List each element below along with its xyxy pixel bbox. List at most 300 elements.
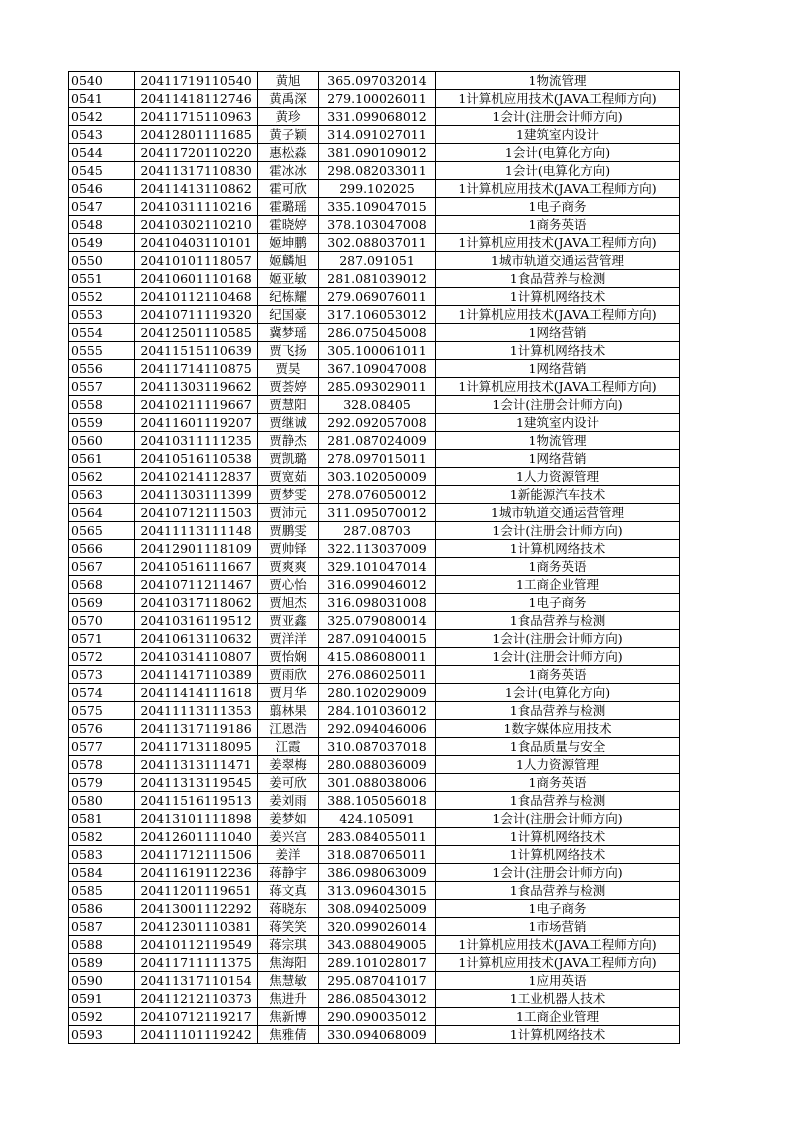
cell-candidate-id: 20413001112292 — [135, 900, 258, 918]
table-row — [69, 828, 680, 846]
table-row — [69, 954, 680, 972]
cell-student-name: 焦进升 — [258, 990, 319, 1008]
table-row — [69, 738, 680, 756]
cell-score: 313.096043015 — [319, 882, 436, 900]
table-row — [69, 162, 680, 180]
table-row — [69, 1008, 680, 1026]
cell-score: 329.101047014 — [319, 558, 436, 576]
cell-sequence-number: 0586 — [69, 900, 135, 918]
cell-sequence-number: 0565 — [69, 522, 135, 540]
table-row — [69, 450, 680, 468]
cell-sequence-number: 0575 — [69, 702, 135, 720]
cell-candidate-id: 20410712119217 — [135, 1008, 258, 1026]
cell-major: 1建筑室内设计 — [436, 414, 680, 432]
cell-sequence-number: 0552 — [69, 288, 135, 306]
cell-sequence-number: 0566 — [69, 540, 135, 558]
cell-candidate-id: 20413101111898 — [135, 810, 258, 828]
admission-table-body — [69, 72, 680, 1044]
cell-major: 1食品营养与检测 — [436, 792, 680, 810]
cell-student-name: 惠松淼 — [258, 144, 319, 162]
cell-major: 1建筑室内设计 — [436, 126, 680, 144]
table-row — [69, 810, 680, 828]
cell-sequence-number: 0591 — [69, 990, 135, 1008]
cell-sequence-number: 0563 — [69, 486, 135, 504]
cell-sequence-number: 0582 — [69, 828, 135, 846]
cell-student-name: 贾凯璐 — [258, 450, 319, 468]
table-row — [69, 324, 680, 342]
cell-major: 1新能源汽车技术 — [436, 486, 680, 504]
cell-sequence-number: 0588 — [69, 936, 135, 954]
cell-score: 276.086025011 — [319, 666, 436, 684]
cell-sequence-number: 0540 — [69, 72, 135, 90]
cell-major: 1食品营养与检测 — [436, 702, 680, 720]
cell-score: 343.088049005 — [319, 936, 436, 954]
cell-candidate-id: 20411201119651 — [135, 882, 258, 900]
cell-sequence-number: 0579 — [69, 774, 135, 792]
cell-sequence-number: 0590 — [69, 972, 135, 990]
cell-sequence-number: 0574 — [69, 684, 135, 702]
cell-candidate-id: 20410712111503 — [135, 504, 258, 522]
cell-major: 1物流管理 — [436, 432, 680, 450]
cell-major: 1商务英语 — [436, 558, 680, 576]
cell-score: 330.094068009 — [319, 1026, 436, 1044]
table-row — [69, 990, 680, 1008]
cell-candidate-id: 20411413110862 — [135, 180, 258, 198]
table-row — [69, 1026, 680, 1044]
cell-student-name: 贾荟婷 — [258, 378, 319, 396]
cell-sequence-number: 0554 — [69, 324, 135, 342]
cell-major: 1商务英语 — [436, 774, 680, 792]
cell-sequence-number: 0589 — [69, 954, 135, 972]
cell-score: 388.105056018 — [319, 792, 436, 810]
cell-score: 298.082033011 — [319, 162, 436, 180]
cell-sequence-number: 0561 — [69, 450, 135, 468]
cell-sequence-number: 0560 — [69, 432, 135, 450]
table-row — [69, 504, 680, 522]
cell-candidate-id: 20411317119186 — [135, 720, 258, 738]
cell-major: 1计算机应用技术(JAVA工程师方向) — [436, 180, 680, 198]
cell-score: 303.102050009 — [319, 468, 436, 486]
cell-candidate-id: 20411712111506 — [135, 846, 258, 864]
cell-sequence-number: 0572 — [69, 648, 135, 666]
cell-score: 365.097032014 — [319, 72, 436, 90]
cell-candidate-id: 20411515110639 — [135, 342, 258, 360]
cell-major: 1会计(注册会计师方向) — [436, 630, 680, 648]
cell-sequence-number: 0564 — [69, 504, 135, 522]
table-row — [69, 576, 680, 594]
cell-sequence-number: 0578 — [69, 756, 135, 774]
table-row — [69, 630, 680, 648]
cell-student-name: 霍璐瑶 — [258, 198, 319, 216]
table-row — [69, 900, 680, 918]
cell-score: 280.088036009 — [319, 756, 436, 774]
cell-sequence-number: 0569 — [69, 594, 135, 612]
table-row — [69, 270, 680, 288]
cell-score: 279.069076011 — [319, 288, 436, 306]
cell-candidate-id: 20411711111375 — [135, 954, 258, 972]
cell-student-name: 蒋笑笑 — [258, 918, 319, 936]
cell-major: 1工商企业管理 — [436, 576, 680, 594]
cell-score: 287.091040015 — [319, 630, 436, 648]
cell-major: 1计算机应用技术(JAVA工程师方向) — [436, 306, 680, 324]
cell-sequence-number: 0559 — [69, 414, 135, 432]
cell-score: 286.075045008 — [319, 324, 436, 342]
cell-candidate-id: 20410214112837 — [135, 468, 258, 486]
cell-student-name: 贾爽爽 — [258, 558, 319, 576]
cell-sequence-number: 0556 — [69, 360, 135, 378]
cell-candidate-id: 20410316119512 — [135, 612, 258, 630]
cell-sequence-number: 0555 — [69, 342, 135, 360]
cell-score: 299.102025 — [319, 180, 436, 198]
cell-score: 335.109047015 — [319, 198, 436, 216]
table-row — [69, 918, 680, 936]
cell-student-name: 贾宽茹 — [258, 468, 319, 486]
cell-major: 1电子商务 — [436, 900, 680, 918]
cell-major: 1会计(注册会计师方向) — [436, 522, 680, 540]
cell-student-name: 贾怡娴 — [258, 648, 319, 666]
cell-candidate-id: 20411713118095 — [135, 738, 258, 756]
table-row — [69, 774, 680, 792]
cell-student-name: 霍可欣 — [258, 180, 319, 198]
cell-major: 1计算机应用技术(JAVA工程师方向) — [436, 954, 680, 972]
cell-student-name: 姜翠梅 — [258, 756, 319, 774]
cell-student-name: 纪栋耀 — [258, 288, 319, 306]
cell-major: 1电子商务 — [436, 198, 680, 216]
cell-candidate-id: 20412801111685 — [135, 126, 258, 144]
cell-major: 1会计(注册会计师方向) — [436, 108, 680, 126]
cell-major: 1计算机应用技术(JAVA工程师方向) — [436, 378, 680, 396]
cell-student-name: 贾雨欣 — [258, 666, 319, 684]
cell-major: 1电子商务 — [436, 594, 680, 612]
cell-score: 290.090035012 — [319, 1008, 436, 1026]
table-row — [69, 684, 680, 702]
cell-score: 424.105091 — [319, 810, 436, 828]
cell-sequence-number: 0573 — [69, 666, 135, 684]
table-row — [69, 864, 680, 882]
cell-student-name: 贾昊 — [258, 360, 319, 378]
cell-candidate-id: 20410211119667 — [135, 396, 258, 414]
table-row — [69, 720, 680, 738]
cell-candidate-id: 20411101119242 — [135, 1026, 258, 1044]
cell-sequence-number: 0576 — [69, 720, 135, 738]
cell-score: 311.095070012 — [319, 504, 436, 522]
cell-student-name: 姬亚敏 — [258, 270, 319, 288]
cell-student-name: 蒋宗琪 — [258, 936, 319, 954]
cell-score: 325.079080014 — [319, 612, 436, 630]
cell-candidate-id: 20410302110210 — [135, 216, 258, 234]
cell-student-name: 黄子颖 — [258, 126, 319, 144]
cell-score: 331.099068012 — [319, 108, 436, 126]
cell-student-name: 贾心怡 — [258, 576, 319, 594]
cell-candidate-id: 20410516110538 — [135, 450, 258, 468]
cell-candidate-id: 20410613110632 — [135, 630, 258, 648]
cell-sequence-number: 0584 — [69, 864, 135, 882]
table-row — [69, 126, 680, 144]
cell-candidate-id: 20412601111040 — [135, 828, 258, 846]
cell-candidate-id: 20410101118057 — [135, 252, 258, 270]
cell-sequence-number: 0548 — [69, 216, 135, 234]
cell-student-name: 黄珍 — [258, 108, 319, 126]
cell-candidate-id: 20411417110389 — [135, 666, 258, 684]
cell-student-name: 蒋晓东 — [258, 900, 319, 918]
cell-major: 1城市轨道交通运营管理 — [436, 252, 680, 270]
table-row — [69, 198, 680, 216]
cell-student-name: 贾静杰 — [258, 432, 319, 450]
cell-major: 1网络营销 — [436, 360, 680, 378]
cell-candidate-id: 20411414111618 — [135, 684, 258, 702]
cell-major: 1人力资源管理 — [436, 468, 680, 486]
cell-student-name: 贾飞扬 — [258, 342, 319, 360]
table-row — [69, 306, 680, 324]
cell-major: 1数字媒体应用技术 — [436, 720, 680, 738]
cell-sequence-number: 0587 — [69, 918, 135, 936]
cell-score: 378.103047008 — [319, 216, 436, 234]
cell-student-name: 霍晓婷 — [258, 216, 319, 234]
cell-score: 316.098031008 — [319, 594, 436, 612]
cell-score: 283.084055011 — [319, 828, 436, 846]
table-row — [69, 378, 680, 396]
cell-sequence-number: 0592 — [69, 1008, 135, 1026]
cell-student-name: 翦林果 — [258, 702, 319, 720]
table-row — [69, 612, 680, 630]
cell-student-name: 姜兴宫 — [258, 828, 319, 846]
cell-score: 318.087065011 — [319, 846, 436, 864]
table-row — [69, 108, 680, 126]
cell-major: 1网络营销 — [436, 450, 680, 468]
cell-candidate-id: 20411714110875 — [135, 360, 258, 378]
cell-sequence-number: 0541 — [69, 90, 135, 108]
cell-score: 281.081039012 — [319, 270, 436, 288]
cell-sequence-number: 0549 — [69, 234, 135, 252]
cell-major: 1食品营养与检测 — [436, 270, 680, 288]
cell-student-name: 姬坤鹏 — [258, 234, 319, 252]
cell-major: 1会计(电算化方向) — [436, 144, 680, 162]
cell-major: 1计算机网络技术 — [436, 846, 680, 864]
table-row — [69, 90, 680, 108]
table-row — [69, 72, 680, 90]
cell-candidate-id: 20410317118062 — [135, 594, 258, 612]
cell-candidate-id: 20410311110216 — [135, 198, 258, 216]
cell-score: 278.097015011 — [319, 450, 436, 468]
cell-score: 316.099046012 — [319, 576, 436, 594]
cell-major: 1计算机网络技术 — [436, 1026, 680, 1044]
table-row — [69, 936, 680, 954]
cell-sequence-number: 0567 — [69, 558, 135, 576]
cell-student-name: 贾鹏雯 — [258, 522, 319, 540]
cell-sequence-number: 0547 — [69, 198, 135, 216]
cell-major: 1会计(电算化方向) — [436, 162, 680, 180]
cell-major: 1会计(注册会计师方向) — [436, 396, 680, 414]
cell-score: 295.087041017 — [319, 972, 436, 990]
cell-score: 310.087037018 — [319, 738, 436, 756]
cell-candidate-id: 20411516119513 — [135, 792, 258, 810]
cell-major: 1市场营销 — [436, 918, 680, 936]
cell-candidate-id: 20411113111148 — [135, 522, 258, 540]
table-row — [69, 234, 680, 252]
cell-score: 415.086080011 — [319, 648, 436, 666]
cell-score: 285.093029011 — [319, 378, 436, 396]
cell-score: 328.08405 — [319, 396, 436, 414]
cell-student-name: 焦雅倩 — [258, 1026, 319, 1044]
table-row — [69, 846, 680, 864]
cell-student-name: 贾慧阳 — [258, 396, 319, 414]
cell-sequence-number: 0553 — [69, 306, 135, 324]
cell-student-name: 纪国豪 — [258, 306, 319, 324]
cell-score: 305.100061011 — [319, 342, 436, 360]
table-row — [69, 540, 680, 558]
cell-major: 1工商企业管理 — [436, 1008, 680, 1026]
cell-score: 278.076050012 — [319, 486, 436, 504]
cell-sequence-number: 0542 — [69, 108, 135, 126]
cell-sequence-number: 0581 — [69, 810, 135, 828]
cell-student-name: 冀梦瑶 — [258, 324, 319, 342]
cell-score: 292.092057008 — [319, 414, 436, 432]
cell-sequence-number: 0544 — [69, 144, 135, 162]
cell-major: 1计算机应用技术(JAVA工程师方向) — [436, 936, 680, 954]
cell-major: 1城市轨道交通运营管理 — [436, 504, 680, 522]
cell-major: 1计算机应用技术(JAVA工程师方向) — [436, 234, 680, 252]
cell-major: 1会计(注册会计师方向) — [436, 864, 680, 882]
cell-major: 1计算机网络技术 — [436, 540, 680, 558]
cell-score: 281.087024009 — [319, 432, 436, 450]
cell-major: 1物流管理 — [436, 72, 680, 90]
cell-candidate-id: 20410516111667 — [135, 558, 258, 576]
cell-student-name: 焦海阳 — [258, 954, 319, 972]
cell-student-name: 江霞 — [258, 738, 319, 756]
cell-score: 317.106053012 — [319, 306, 436, 324]
cell-major: 1会计(电算化方向) — [436, 684, 680, 702]
cell-candidate-id: 20411720110220 — [135, 144, 258, 162]
cell-candidate-id: 20410711119320 — [135, 306, 258, 324]
cell-major: 1工业机器人技术 — [436, 990, 680, 1008]
admission-table — [68, 71, 680, 1044]
table-row — [69, 180, 680, 198]
cell-candidate-id: 20410112110468 — [135, 288, 258, 306]
table-row — [69, 558, 680, 576]
cell-candidate-id: 20411317110154 — [135, 972, 258, 990]
cell-major: 1计算机应用技术(JAVA工程师方向) — [436, 90, 680, 108]
cell-major: 1食品营养与检测 — [436, 882, 680, 900]
cell-score: 381.090109012 — [319, 144, 436, 162]
cell-score: 287.08703 — [319, 522, 436, 540]
cell-student-name: 黄旭 — [258, 72, 319, 90]
cell-candidate-id: 20410314110807 — [135, 648, 258, 666]
cell-major: 1人力资源管理 — [436, 756, 680, 774]
table-row — [69, 414, 680, 432]
cell-sequence-number: 0546 — [69, 180, 135, 198]
cell-student-name: 霍冰冰 — [258, 162, 319, 180]
cell-sequence-number: 0557 — [69, 378, 135, 396]
cell-sequence-number: 0551 — [69, 270, 135, 288]
cell-candidate-id: 20410112119549 — [135, 936, 258, 954]
cell-candidate-id: 20411313119545 — [135, 774, 258, 792]
table-row — [69, 648, 680, 666]
table-row — [69, 216, 680, 234]
cell-student-name: 姬麟旭 — [258, 252, 319, 270]
cell-sequence-number: 0545 — [69, 162, 135, 180]
table-row — [69, 594, 680, 612]
cell-candidate-id: 20410311111235 — [135, 432, 258, 450]
cell-candidate-id: 20412501110585 — [135, 324, 258, 342]
cell-candidate-id: 20411303119662 — [135, 378, 258, 396]
table-row — [69, 882, 680, 900]
cell-sequence-number: 0558 — [69, 396, 135, 414]
table-row — [69, 756, 680, 774]
cell-student-name: 贾洋洋 — [258, 630, 319, 648]
table-row — [69, 972, 680, 990]
cell-major: 1商务英语 — [436, 666, 680, 684]
cell-candidate-id: 20411313111471 — [135, 756, 258, 774]
cell-score: 292.094046006 — [319, 720, 436, 738]
cell-student-name: 姜刘雨 — [258, 792, 319, 810]
cell-sequence-number: 0580 — [69, 792, 135, 810]
cell-student-name: 蒋静宇 — [258, 864, 319, 882]
cell-student-name: 贾沛元 — [258, 504, 319, 522]
cell-score: 302.088037011 — [319, 234, 436, 252]
cell-candidate-id: 20411619112236 — [135, 864, 258, 882]
cell-student-name: 姜梦如 — [258, 810, 319, 828]
cell-score: 287.091051 — [319, 252, 436, 270]
cell-major: 1食品质量与安全 — [436, 738, 680, 756]
cell-score: 320.099026014 — [319, 918, 436, 936]
cell-sequence-number: 0593 — [69, 1026, 135, 1044]
cell-score: 284.101036012 — [319, 702, 436, 720]
cell-student-name: 姜洋 — [258, 846, 319, 864]
table-row — [69, 792, 680, 810]
cell-student-name: 贾梦雯 — [258, 486, 319, 504]
cell-major: 1计算机网络技术 — [436, 828, 680, 846]
cell-candidate-id: 20410403110101 — [135, 234, 258, 252]
cell-score: 289.101028017 — [319, 954, 436, 972]
cell-student-name: 贾继诚 — [258, 414, 319, 432]
table-row — [69, 666, 680, 684]
cell-sequence-number: 0568 — [69, 576, 135, 594]
cell-candidate-id: 20411303111399 — [135, 486, 258, 504]
cell-student-name: 贾旭杰 — [258, 594, 319, 612]
cell-score: 367.109047008 — [319, 360, 436, 378]
cell-candidate-id: 20411113111353 — [135, 702, 258, 720]
cell-candidate-id: 20411212110373 — [135, 990, 258, 1008]
cell-candidate-id: 20411601119207 — [135, 414, 258, 432]
table-row — [69, 468, 680, 486]
table-row — [69, 342, 680, 360]
cell-sequence-number: 0550 — [69, 252, 135, 270]
cell-candidate-id: 20410711211467 — [135, 576, 258, 594]
table-row — [69, 522, 680, 540]
cell-sequence-number: 0571 — [69, 630, 135, 648]
cell-sequence-number: 0543 — [69, 126, 135, 144]
cell-sequence-number: 0562 — [69, 468, 135, 486]
table-row — [69, 144, 680, 162]
cell-sequence-number: 0577 — [69, 738, 135, 756]
cell-score: 314.091027011 — [319, 126, 436, 144]
cell-student-name: 焦新博 — [258, 1008, 319, 1026]
table-row — [69, 432, 680, 450]
table-row — [69, 252, 680, 270]
cell-sequence-number: 0585 — [69, 882, 135, 900]
cell-student-name: 贾亚鑫 — [258, 612, 319, 630]
cell-student-name: 黄禹深 — [258, 90, 319, 108]
cell-candidate-id: 20412301110381 — [135, 918, 258, 936]
cell-major: 1计算机网络技术 — [436, 342, 680, 360]
cell-score: 286.085043012 — [319, 990, 436, 1008]
cell-score: 308.094025009 — [319, 900, 436, 918]
cell-student-name: 贾帅铎 — [258, 540, 319, 558]
cell-major: 1会计(注册会计师方向) — [436, 648, 680, 666]
cell-major: 1食品营养与检测 — [436, 612, 680, 630]
cell-candidate-id: 20412901118109 — [135, 540, 258, 558]
cell-candidate-id: 20410601110168 — [135, 270, 258, 288]
